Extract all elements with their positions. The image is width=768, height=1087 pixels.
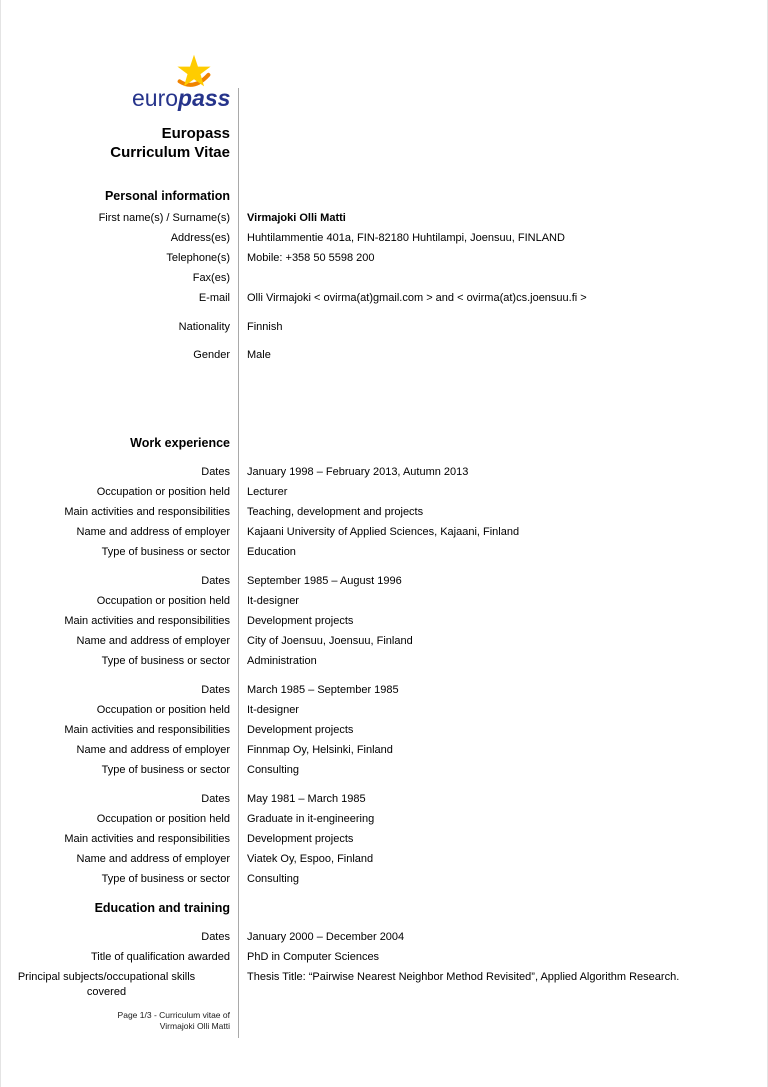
cv-row — [1, 967, 767, 1000]
cv-row — [1, 502, 767, 522]
row-label: Dates — [201, 466, 230, 478]
row-value: PhD in Computer Sciences — [247, 951, 380, 963]
row-value: Thesis Title: “Pairwise Nearest Neighbor Method Revisited”, Applied Algorithm Research. — [247, 971, 680, 983]
cv-row — [1, 611, 767, 631]
row-label: Type of business or sector — [101, 655, 230, 667]
cv-row — [1, 542, 767, 562]
cv-row — [1, 829, 767, 849]
row-label: Telephone(s) — [166, 252, 230, 264]
logo-euro-text: euro — [132, 85, 179, 111]
cv-row — [1, 947, 767, 967]
row-label: Dates — [201, 931, 230, 943]
page-footer — [1, 1010, 238, 1032]
row-value: Consulting — [247, 764, 299, 776]
row-value — [238, 433, 767, 453]
cv-row — [1, 228, 767, 248]
cv-row — [1, 760, 767, 780]
row-label: Principal subjects/occupational skills covered — [17, 971, 196, 998]
row-value: Viatek Oy, Espoo, Finland — [247, 853, 374, 865]
row-label: Type of business or sector — [101, 546, 230, 558]
row-value: Kajaani University of Applied Sciences, Kajaani, Finland — [247, 526, 520, 538]
cv-row — [1, 869, 767, 889]
row-value: Development projects — [247, 615, 354, 627]
row-label: Dates — [201, 575, 230, 587]
row-label: Type of business or sector — [101, 764, 230, 776]
cv-row — [1, 317, 767, 337]
cv-row — [1, 740, 767, 760]
row-value: Consulting — [247, 873, 299, 885]
row-value: Male — [247, 349, 271, 361]
cv-row — [1, 849, 767, 869]
row-label: Main activities and responsibilities — [64, 833, 230, 845]
cv-row — [1, 651, 767, 671]
row-label: Occupation or position held — [96, 704, 230, 716]
row-value: Virmajoki Olli Matti — [247, 212, 346, 224]
row-label: Fax(es) — [192, 272, 230, 284]
row-value: Finnmap Oy, Helsinki, Finland — [247, 744, 393, 756]
row-value — [238, 898, 767, 918]
cv-row — [1, 700, 767, 720]
row-label: First name(s) / Surname(s) — [98, 212, 230, 224]
row-label: Main activities and responsibilities — [64, 724, 230, 736]
cv-row — [1, 433, 767, 453]
cv-row — [1, 208, 767, 228]
row-label: Education and training — [94, 901, 230, 915]
footer-line2: Virmajoki Olli Matti — [159, 1021, 230, 1031]
row-value: Development projects — [247, 833, 354, 845]
row-value: Olli Virmajoki < ovirma(at)gmail.com > and < ovirma(at)cs.joensuu.fi > — [247, 292, 587, 304]
cv-title-line1: Europass — [161, 125, 230, 142]
cv-row — [1, 680, 767, 700]
cv-row — [1, 248, 767, 268]
cv-row — [1, 898, 767, 918]
cv-row — [1, 522, 767, 542]
cv-row — [1, 591, 767, 611]
row-value: Finnish — [247, 321, 283, 333]
europass-logo-text — [132, 86, 230, 110]
cv-row — [1, 809, 767, 829]
row-label: Nationality — [178, 321, 230, 333]
cv-title-line2: Curriculum Vitae — [110, 144, 230, 161]
cv-row — [1, 720, 767, 740]
row-label: Type of business or sector — [101, 873, 230, 885]
row-value: January 1998 – February 2013, Autumn 2013 — [247, 466, 469, 478]
row-value: Education — [247, 546, 296, 558]
cv-row — [1, 186, 767, 206]
row-value: January 2000 – December 2004 — [247, 931, 405, 943]
cv-row — [1, 789, 767, 809]
row-value: September 1985 – August 1996 — [247, 575, 402, 587]
row-label: Dates — [201, 684, 230, 696]
row-value: It-designer — [247, 595, 299, 607]
row-value: Lecturer — [247, 486, 288, 498]
row-label: Dates — [201, 793, 230, 805]
row-label: Name and address of employer — [76, 526, 230, 538]
row-label: Address(es) — [170, 232, 230, 244]
cv-row — [1, 288, 767, 308]
europass-logo — [132, 58, 252, 110]
row-label: Title of qualification awarded — [90, 951, 230, 963]
row-value: Development projects — [247, 724, 354, 736]
row-label: Work experience — [130, 436, 230, 450]
row-value: Graduate in it-engineering — [247, 813, 375, 825]
cv-row — [1, 345, 767, 365]
row-value: Mobile: +358 50 5598 200 — [247, 252, 375, 264]
footer-line1: Page 1/3 - Curriculum vitae of — [117, 1010, 230, 1020]
row-value: Administration — [247, 655, 317, 667]
row-label: Main activities and responsibilities — [64, 506, 230, 518]
cv-row — [1, 927, 767, 947]
row-label: Occupation or position held — [96, 486, 230, 498]
cv-row — [1, 268, 767, 288]
row-label: Gender — [193, 349, 230, 361]
cv-row — [1, 571, 767, 591]
cv-row — [1, 482, 767, 502]
row-value: March 1985 – September 1985 — [247, 684, 399, 696]
row-label: E-mail — [198, 292, 230, 304]
row-label: Occupation or position held — [96, 813, 230, 825]
column-divider — [238, 88, 239, 1038]
row-value — [238, 268, 767, 288]
cv-rows — [1, 186, 767, 1000]
row-label: Name and address of employer — [76, 744, 230, 756]
logo-pass-text: pass — [178, 85, 231, 111]
cv-row — [1, 631, 767, 651]
row-label: Name and address of employer — [76, 853, 230, 865]
row-label: Occupation or position held — [96, 595, 230, 607]
row-label: Personal information — [104, 189, 230, 203]
row-value: It-designer — [247, 704, 299, 716]
row-label: Name and address of employer — [76, 635, 230, 647]
row-value: May 1981 – March 1985 — [247, 793, 366, 805]
row-value — [238, 186, 767, 206]
row-value: Teaching, development and projects — [247, 506, 424, 518]
row-value: City of Joensuu, Joensuu, Finland — [247, 635, 413, 647]
row-label: Main activities and responsibilities — [64, 615, 230, 627]
row-value: Huhtilammentie 401a, FIN-82180 Huhtilampi, Joensuu, FINLAND — [247, 232, 565, 244]
cv-title — [1, 124, 238, 162]
cv-row — [1, 462, 767, 482]
